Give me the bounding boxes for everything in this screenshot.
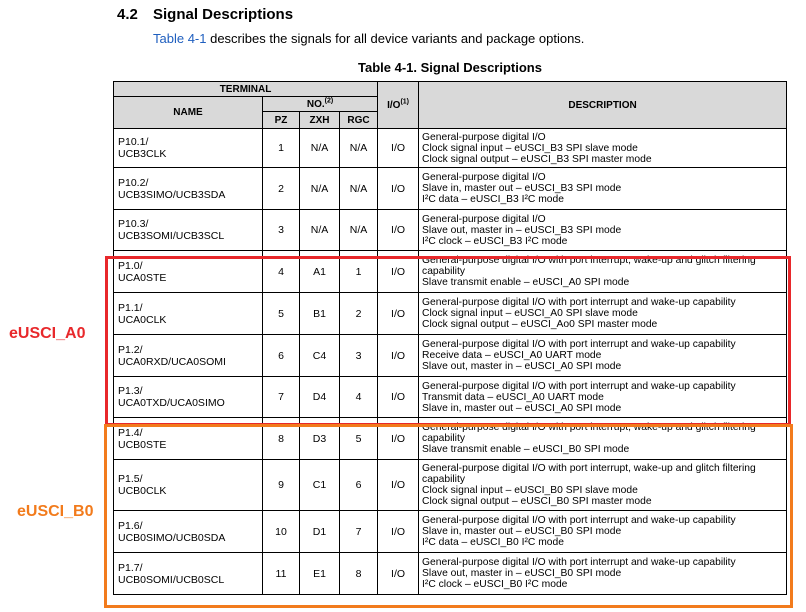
rgc-cell: 4 [340, 377, 378, 418]
eusci-a0-label: eUSCI_A0 [9, 325, 86, 342]
table-title: Table 4-1. Signal Descriptions [358, 60, 542, 75]
pz-cell: 5 [263, 293, 300, 335]
intro-text [153, 31, 584, 46]
intro-body: describes the signals for all device variants and package options. [206, 31, 585, 46]
io-cell: I/O [378, 335, 419, 377]
io-cell: I/O [378, 511, 419, 553]
pz-cell: 11 [263, 553, 300, 595]
section-number: 4.2 [117, 6, 138, 23]
description-line: General-purpose digital I/O with port interrupt and wake-up capability [422, 380, 736, 392]
description-line: Clock signal input – eUSCI_B0 SPI slave mode [422, 485, 638, 496]
io-cell: I/O [378, 129, 419, 168]
signal-name-line: P1.5/ [118, 473, 143, 485]
signal-name-line: UCA0TXD/UCA0SIMO [118, 397, 225, 409]
description-line: Receive data – eUSCI_A0 UART mode [422, 350, 602, 361]
description-line: I²C data – eUSCI_B0 I²C mode [422, 537, 564, 548]
rgc-cell: 7 [340, 511, 378, 553]
description-line: Slave transmit enable – eUSCI_B0 SPI mode [422, 444, 630, 455]
signal-name-line: P1.7/ [118, 561, 143, 574]
io-cell: I/O [378, 460, 419, 511]
signal-name-line: P1.3/ [118, 385, 143, 397]
signal-name-line: UCB0CLK [118, 485, 167, 497]
description-line: capability [422, 266, 465, 277]
signal-name-line: UCA0RXD/UCA0SOMI [118, 355, 226, 368]
signal-name-line: P10.1/ [118, 136, 149, 148]
description-line: capability [422, 474, 465, 485]
description-line: Clock signal input – eUSCI_A0 SPI slave mode [422, 308, 638, 319]
zxh-cell: N/A [300, 129, 340, 168]
description-line: General-purpose digital I/O with port interrupt, wake-up and glitch filtering [422, 463, 756, 474]
table-reference-link[interactable]: Table 4-1 [153, 31, 207, 46]
signal-name-line: P1.2/ [118, 343, 143, 356]
description-line: General-purpose digital I/O [422, 172, 546, 183]
header-description: DESCRIPTION [419, 82, 787, 129]
description-line: General-purpose digital I/O with port interrupt, wake-up and glitch filtering [422, 255, 756, 266]
signal-name-line: P1.4/ [118, 426, 143, 439]
description-line: General-purpose digital I/O [422, 131, 546, 143]
signal-name-line: UCB0SOMI/UCB0SCL [118, 573, 225, 586]
pz-cell: 10 [263, 511, 300, 553]
signal-name-cell [114, 168, 263, 210]
pz-cell: 7 [263, 377, 300, 418]
rgc-cell: N/A [340, 129, 378, 168]
zxh-cell: A1 [300, 251, 340, 293]
eusci-b0-label: eUSCI_B0 [17, 503, 94, 520]
description-line: Transmit data – eUSCI_A0 UART mode [422, 391, 604, 403]
zxh-cell: E1 [300, 553, 340, 595]
description-cell [419, 168, 787, 210]
description-line: Slave out, master in – eUSCI_A0 SPI mode [422, 361, 622, 372]
signal-name-line: P1.0/ [118, 259, 143, 272]
description-line: Clock signal input – eUSCI_B3 SPI slave mode [422, 142, 638, 154]
signal-name-line: P1.6/ [118, 519, 143, 532]
description-line: I²C data – eUSCI_B3 I²C mode [422, 194, 564, 205]
header-pz: PZ [263, 112, 300, 129]
signal-name-cell [114, 210, 263, 251]
eusci-b0-highlight-box [104, 424, 793, 608]
signal-name-line: UCA0STE [118, 271, 167, 284]
description-line: General-purpose digital I/O with port interrupt and wake-up capability [422, 339, 736, 350]
pz-cell: 1 [263, 129, 300, 168]
header-rgc: RGC [340, 112, 378, 129]
signal-name-line: P10.2/ [118, 176, 149, 189]
header-name: NAME [114, 97, 263, 129]
signal-name-line: UCB3SOMI/UCB3SCL [118, 230, 225, 242]
description-line: Slave transmit enable – eUSCI_A0 SPI mode [422, 277, 630, 288]
description-line: Clock signal output – eUSCI_Ao0 SPI master mode [422, 319, 658, 330]
section-title: Signal Descriptions [153, 6, 294, 23]
zxh-cell: C4 [300, 335, 340, 377]
description-line: Slave in, master out – eUSCI_A0 SPI mode [422, 402, 622, 414]
description-line: Clock signal output – eUSCI_B0 SPI master mode [422, 496, 652, 507]
zxh-cell: N/A [300, 168, 340, 210]
io-cell: I/O [378, 418, 419, 460]
description-line: capability [422, 433, 465, 444]
rgc-cell: 2 [340, 293, 378, 335]
rgc-cell: 5 [340, 418, 378, 460]
zxh-cell: C1 [300, 460, 340, 511]
header-io: $I/O^{(1)}$ [378, 82, 419, 129]
description-line: General-purpose digital I/O with port interrupt and wake-up capability [422, 515, 736, 526]
rgc-cell: 6 [340, 460, 378, 511]
rgc-cell: 3 [340, 335, 378, 377]
io-cell: I/O [378, 251, 419, 293]
rgc-cell: N/A [340, 168, 378, 210]
signal-name-line: UCB3SIMO/UCB3SDA [118, 188, 226, 201]
description-cell [419, 210, 787, 251]
description-line: Slave out, master in – eUSCI_B3 SPI mode [422, 224, 622, 236]
pz-cell: 8 [263, 418, 300, 460]
signal-name-line: UCB3CLK [118, 148, 167, 160]
pz-cell: 2 [263, 168, 300, 210]
table-row [114, 168, 787, 210]
io-cell: I/O [378, 553, 419, 595]
header-zxh: ZXH [300, 112, 340, 129]
signal-name-line: UCB0STE [118, 438, 167, 451]
signal-name-line: P1.1/ [118, 301, 143, 314]
description-line: I²C clock – eUSCI_B3 I²C mode [422, 235, 568, 247]
rgc-cell: N/A [340, 210, 378, 251]
io-cell: I/O [378, 168, 419, 210]
description-line: I²C clock – eUSCI_B0 I²C mode [422, 579, 568, 590]
header-terminal: TERMINAL [114, 82, 378, 97]
zxh-cell: D3 [300, 418, 340, 460]
table-row [114, 129, 787, 168]
pz-cell: 4 [263, 251, 300, 293]
zxh-cell: N/A [300, 210, 340, 251]
description-line: Slave in, master out – eUSCI_B0 SPI mode [422, 526, 622, 537]
rgc-cell: 1 [340, 251, 378, 293]
header-no: NO.$^{(2)}$ [263, 97, 378, 112]
description-line: General-purpose digital I/O with port interrupt, wake-up and glitch filtering [422, 422, 756, 433]
rgc-cell: 8 [340, 553, 378, 595]
signal-name-line: UCB0SIMO/UCB0SDA [118, 531, 226, 544]
io-cell: I/O [378, 293, 419, 335]
signal-name-line: P10.3/ [118, 218, 149, 230]
zxh-cell: D4 [300, 377, 340, 418]
description-line: Clock signal output – eUSCI_B3 SPI master mode [422, 153, 652, 165]
pz-cell: 3 [263, 210, 300, 251]
pz-cell: 9 [263, 460, 300, 511]
description-line: Slave out, master in – eUSCI_B0 SPI mode [422, 568, 622, 579]
signal-name-line: UCA0CLK [118, 313, 167, 326]
description-line: General-purpose digital I/O with port interrupt and wake-up capability [422, 557, 736, 568]
io-cell: I/O [378, 377, 419, 418]
description-line: General-purpose digital I/O [422, 213, 546, 225]
signal-name-cell [114, 129, 263, 168]
table-row [114, 210, 787, 251]
description-line: General-purpose digital I/O with port interrupt and wake-up capability [422, 297, 736, 308]
description-cell [419, 129, 787, 168]
pz-cell: 6 [263, 335, 300, 377]
io-cell: I/O [378, 210, 419, 251]
zxh-cell: D1 [300, 511, 340, 553]
zxh-cell: B1 [300, 293, 340, 335]
description-line: Slave in, master out – eUSCI_B3 SPI mode [422, 183, 622, 194]
eusci-a0-highlight-box [105, 256, 791, 426]
